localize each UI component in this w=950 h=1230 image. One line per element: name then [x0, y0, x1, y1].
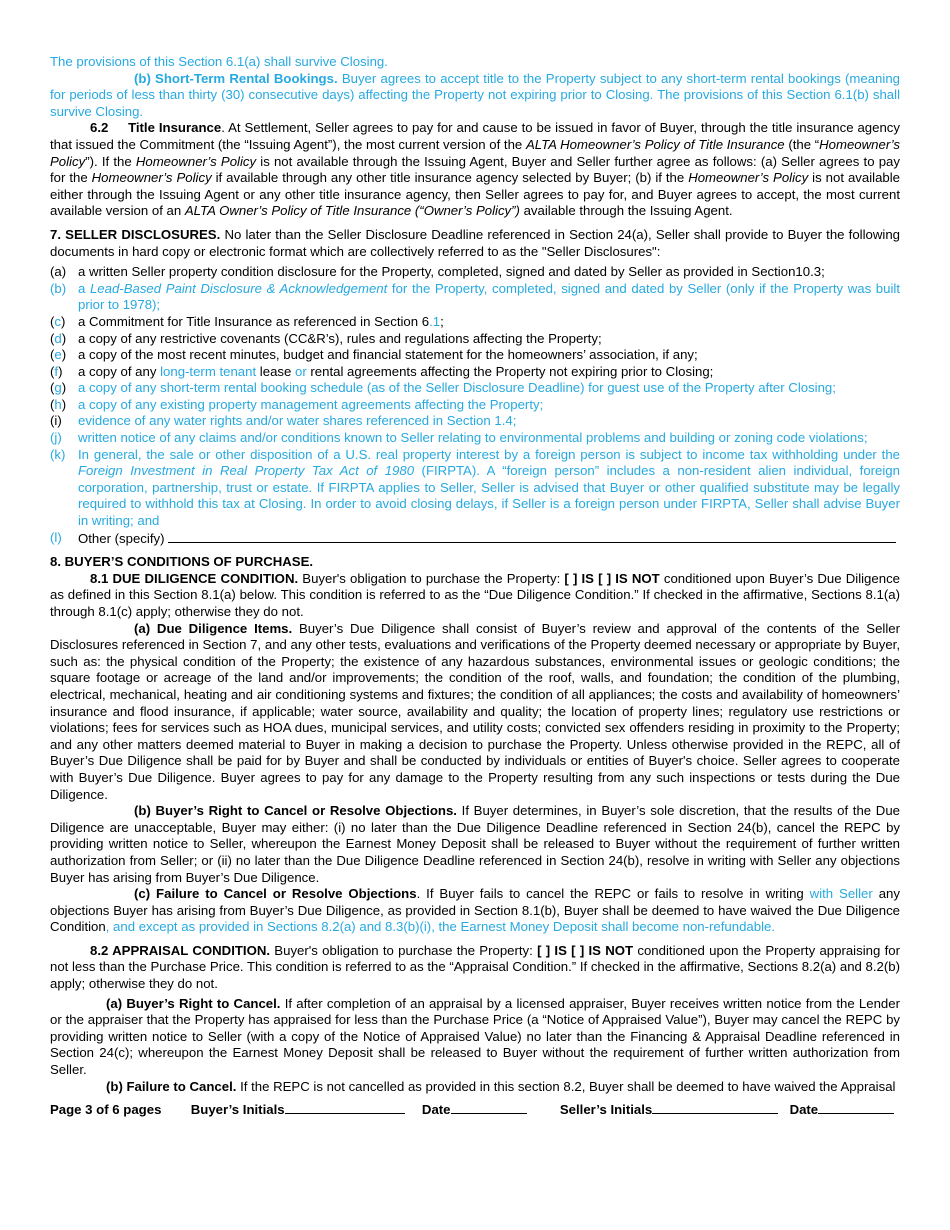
- section-62-text: is not available through the Issuing Agent, Buyer and Seller further agree as follows: (a) Seller agrees to pay for the: [50, 153, 900, 186]
- section-62-italic: Homeowner’s Policy: [50, 136, 900, 169]
- section-7: [50, 227, 900, 260]
- list-text: a copy of any short-term rental booking schedule (as of the Seller Disclosure Deadline) for guest use of the Property after Closing;: [78, 380, 836, 396]
- section-81a: [50, 621, 900, 804]
- section-62-text: ”). If the: [85, 153, 136, 169]
- list-letter: i: [54, 413, 58, 429]
- section-81c-accent: with Seller: [809, 886, 873, 902]
- other-specify-field[interactable]: [168, 530, 896, 543]
- list-text: a: [78, 280, 90, 296]
- section-81-heading: 8.1 DUE DILIGENCE CONDITION.: [90, 570, 299, 586]
- list-text: ;: [440, 313, 444, 329]
- list-item: [50, 413, 900, 430]
- section-62-text: . At Settlement, Seller agrees to pay for and cause to be issued in favor of Buyer, through the title insurance agency that issued the Commitment (the “Issuing Agent”), the most current version of the: [50, 120, 900, 152]
- buyer-date-label: Date: [421, 1102, 451, 1117]
- seller-date-field[interactable]: [818, 1101, 894, 1114]
- section-8-heading: [50, 554, 900, 571]
- list-item: [50, 397, 900, 414]
- page-number: Page 3 of 6 pages: [50, 1102, 162, 1117]
- list-letter: d: [54, 330, 62, 346]
- list-letter: c: [54, 313, 61, 329]
- list-text-accent: long-term tenant: [160, 363, 257, 379]
- buyer-initials-label: Buyer’s Initials: [190, 1102, 285, 1117]
- list-label: (e): [50, 347, 67, 363]
- section-81b: [50, 803, 900, 886]
- section-82-text: Buyer's obligation to purchase the Property:: [270, 942, 538, 958]
- section-62-heading: Title Insurance: [128, 120, 222, 136]
- section-82b-heading: (b) Failure to Cancel.: [106, 1078, 237, 1094]
- paren: (: [50, 313, 55, 329]
- list-item: [50, 447, 900, 530]
- page-footer: [50, 1101, 900, 1117]
- list-text: rental agreements affecting the Property not expiring prior to Closing;: [306, 363, 714, 379]
- list-text: for the Property, completed, signed and dated by Seller (only if the Property was built prior to 1978);: [78, 280, 900, 313]
- section-62-italic: ALTA Homeowner’s Policy of Title Insurance: [525, 136, 785, 152]
- section-81-text: Buyer's obligation to purchase the Property:: [298, 570, 565, 586]
- list-label: (k): [50, 446, 66, 462]
- is-isnot-checkbox[interactable]: [ ] IS [ ] IS NOT: [564, 570, 660, 586]
- section-61a-survival: The provisions of this Section 6.1(a) shall survive Closing.: [50, 54, 388, 69]
- list-text-accent: .1: [429, 313, 441, 329]
- list-item: [50, 281, 900, 314]
- list-text: a written Seller property condition disclosure for the Property, completed, signed and dated by Seller as provided in Section10.3;: [78, 264, 825, 280]
- section-81a-body: Buyer’s Due Diligence shall consist of Buyer’s review and approval of the contents of the Seller Disclosures referenced in Section 7, and any other tests, evaluations and verifications of the Property deemed necessary or appropriate by Buyer, such as: the physical condition of the Property; the existence of any hazardous substances, environmental issues or geologic conditions; the square footage or acreage of the land and/or improvements; the condition of the roof, walls, and foundation; the condition of the plumbing, electrical, mechanical, heating and air conditioning systems and fixtures; the condition of all appliances; the costs and availability of homeowners’ insurance and flood insurance, if applicable; water source, availability and quality; the location of property lines; regulatory use restrictions or violations; fees for services such as HOA dues, municipal services, and utility costs; convicted sex offenders residing in proximity to the Property; and any other matters deemed material to Buyer in making a decision to purchase the Property. Unless otherwise provided in the REPC, all of Buyer’s Due Diligence shall be paid for by Buyer and shall be conducted by individuals or entities of Buyer's choice. Seller agrees to cooperate with Buyer’s Due Diligence. Buyer agrees to pay for any damage to the Property resulting from any such inspections or tests during the Due Diligence.: [50, 620, 900, 802]
- list-text-accent: or: [295, 363, 307, 379]
- list-label: (h): [50, 396, 67, 412]
- list-label: (f): [50, 363, 63, 379]
- is-isnot-checkbox[interactable]: [ ] IS [ ] IS NOT: [537, 942, 634, 958]
- list-item: [50, 347, 900, 364]
- section-82b-body: If the REPC is not cancelled as provided in this section 8.2, Buyer shall be deemed to have waived the Appraisal: [236, 1078, 896, 1094]
- section-61b-heading: (b) Short-Term Rental Bookings.: [134, 70, 338, 86]
- section-61b-body: Buyer agrees to accept title to the Property subject to any short-term rental bookings (meaning for periods of less than thirty (30) consecutive days) affecting the Property not expiring prior to Closing. The provisions of this Section 6.1(b) shall survive Closing.: [50, 70, 900, 119]
- list-label: (d): [50, 330, 67, 346]
- list-text: (FIRPTA). A “foreign person” includes a non-resident alien individual, foreign corporation, partnership, trust or estate. If FIRPTA applies to Seller, Seller is advised that Buyer or other qualified substitute may be legally required to withhold this tax at Closing. In order to avoid closing delays, if Seller is a foreign person under FIRPTA, Seller shall advise Buyer in writing; and: [78, 463, 900, 529]
- contract-page: [50, 54, 900, 1095]
- section-82a-heading: (a) Buyer’s Right to Cancel.: [106, 995, 281, 1011]
- section-81c-accent: , and except as provided in Sections 8.2(a) and 8.3(b)(i), the Earnest Money Deposit shall become non-refundable.: [105, 919, 775, 935]
- list-letter: h: [54, 396, 62, 412]
- seller-initials-field[interactable]: [652, 1101, 778, 1114]
- list-item: [50, 331, 900, 348]
- list-label: (g): [50, 380, 67, 396]
- section-62-text: if available through any other title insurance agency selected by Buyer; (b) if the: [211, 170, 689, 186]
- section-81b-heading: (b) Buyer’s Right to Cancel or Resolve Objections.: [134, 803, 457, 819]
- list-letter: g: [54, 380, 62, 396]
- section-62-text: is not available either through the Issuing Agent or any other title insurance agency, then Seller agrees to pay for, and Buyer agrees to accept, the most current available version of an: [50, 170, 901, 219]
- list-letter: f: [54, 363, 59, 379]
- buyer-date-field[interactable]: [451, 1101, 527, 1114]
- section-7-body: No later than the Seller Disclosure Deadline referenced in Section 24(a), Seller shall provide to Buyer the following documents in hard copy or electronic format which are collectively referred to as the "Seller Disclosures":: [50, 226, 900, 259]
- list-text: a Commitment for Title Insurance as referenced in Section 6: [78, 313, 430, 329]
- list-text: a copy of the most recent minutes, budget and financial statement for the homeowners’ association, if any;: [78, 347, 698, 363]
- section-61b: [50, 71, 900, 121]
- list-label: (b): [50, 280, 67, 296]
- seller-date-label: Date: [789, 1102, 819, 1117]
- list-letter: e: [54, 347, 62, 363]
- list-item: [50, 364, 900, 381]
- list-text: written notice of any claims and/or conditions known to Seller relating to environmental problems and building or zoning code violations;: [78, 430, 868, 446]
- seller-initials-label: Seller’s Initials: [559, 1102, 653, 1117]
- list-item: [50, 530, 900, 548]
- list-text: In general, the sale or other disposition of a U.S. real property interest by a foreign person is subject to income tax withholding under the: [78, 446, 900, 462]
- section-81a-heading: (a) Due Diligence Items.: [134, 620, 293, 636]
- list-item: [50, 314, 900, 331]
- section-81b-body: If Buyer determines, in Buyer’s sole discretion, that the results of the Due Diligence are unacceptable, Buyer may either: (i) no later than the Due Diligence Deadline referenced in Section 24(b), cancel the REPC by providing written notice to Seller, whereupon the Earnest Money Deposit shall be released to Buyer without the requirement of further written authorization from Seller; or (ii) no later than the Due Diligence Deadline referenced in Section 24(b), resolve in writing with Seller any objections Buyer has arising from Buyer’s Due Diligence.: [50, 803, 900, 885]
- section-62-number: 6.2: [90, 120, 109, 136]
- section-8-title: 8. BUYER’S CONDITIONS OF PURCHASE.: [50, 554, 314, 570]
- section-62-text: available through the Issuing Agent.: [519, 203, 733, 219]
- seller-disclosures-list: [50, 264, 900, 547]
- list-text: Other (specify): [78, 530, 169, 546]
- section-82b: [50, 1079, 900, 1096]
- list-text: a copy of any: [78, 363, 161, 379]
- list-item: [50, 380, 900, 397]
- list-italic: Lead-Based Paint Disclosure & Acknowledgement: [89, 280, 388, 296]
- section-81c-heading: (c) Failure to Cancel or Resolve Objections: [134, 886, 417, 902]
- buyer-initials-field[interactable]: [285, 1101, 405, 1114]
- section-82a: [50, 996, 900, 1079]
- section-62-text: (the “: [784, 136, 820, 152]
- list-text: a copy of any existing property management agreements affecting the Property;: [78, 396, 544, 412]
- list-item: [50, 264, 900, 281]
- list-label: [50, 314, 65, 331]
- section-62-italic: Homeowner’s Policy: [135, 153, 257, 169]
- section-81c-text: . If Buyer fails to cancel the REPC or fails to resolve in writing: [416, 886, 810, 902]
- list-text: a copy of any restrictive covenants (CC&R’s), rules and regulations affecting the Property;: [78, 330, 602, 346]
- section-7-heading: 7. SELLER DISCLOSURES.: [50, 226, 221, 242]
- list-text: lease: [256, 363, 295, 379]
- section-62-italic: Homeowner’s Policy: [688, 170, 809, 186]
- list-label: (j): [50, 430, 62, 446]
- list-label: (a): [50, 264, 67, 280]
- section-81c: [50, 886, 900, 936]
- section-82: [50, 943, 900, 993]
- list-label: (l): [50, 529, 62, 545]
- list-italic: Foreign Investment in Real Property Tax Act of 1980: [78, 463, 415, 479]
- section-82-heading: 8.2 APPRAISAL CONDITION.: [90, 942, 271, 958]
- section-81: [50, 571, 900, 621]
- section-82a-body: If after completion of an appraisal by a licensed appraiser, Buyer receives written notice from the Lender or the appraiser that the Property has appraised for less than the Purchase Price (a “Notice of Appraised Value”), Buyer may cancel the REPC by providing written notice to Seller (with a copy of the Notice of Appraised Value) no later than the Financing & Appraisal Deadline referenced in Section 24(c); whereupon the Earnest Money Deposit shall be released to Buyer without the requirement of further written authorization from Seller.: [50, 995, 900, 1078]
- section-62: [50, 120, 900, 220]
- list-text: evidence of any water rights and/or water shares referenced in Section 1.4;: [78, 413, 517, 429]
- paren: ): [61, 313, 66, 329]
- list-item: [50, 430, 900, 447]
- list-label: (i): [50, 413, 62, 429]
- section-62-italic: ALTA Owner’s Policy of Title Insurance (“Owner’s Policy”): [184, 203, 520, 219]
- section-82-text: conditioned upon the Property appraising for not less than the Purchase Price. This condition is referred to as the “Appraisal Condition.” If checked in the affirmative, Sections 8.2(a) and 8.2(b) apply; otherwise they do not.: [50, 942, 900, 992]
- section-62-italic: Homeowner’s Policy: [91, 170, 212, 186]
- section-81c-text: any objections Buyer has arising from Buyer’s Due Diligence, as provided in Section 8.1(b), Buyer shall be deemed to have waived the Due Diligence Condition: [50, 886, 900, 935]
- section-81-text: conditioned upon Buyer’s Due Diligence as defined in this Section 8.1(a) below. This condition is referred to as the “Due Diligence Condition.” If checked in the affirmative, Sections 8.1(a) through 8.1(c) apply; otherwise they do not.: [50, 570, 900, 619]
